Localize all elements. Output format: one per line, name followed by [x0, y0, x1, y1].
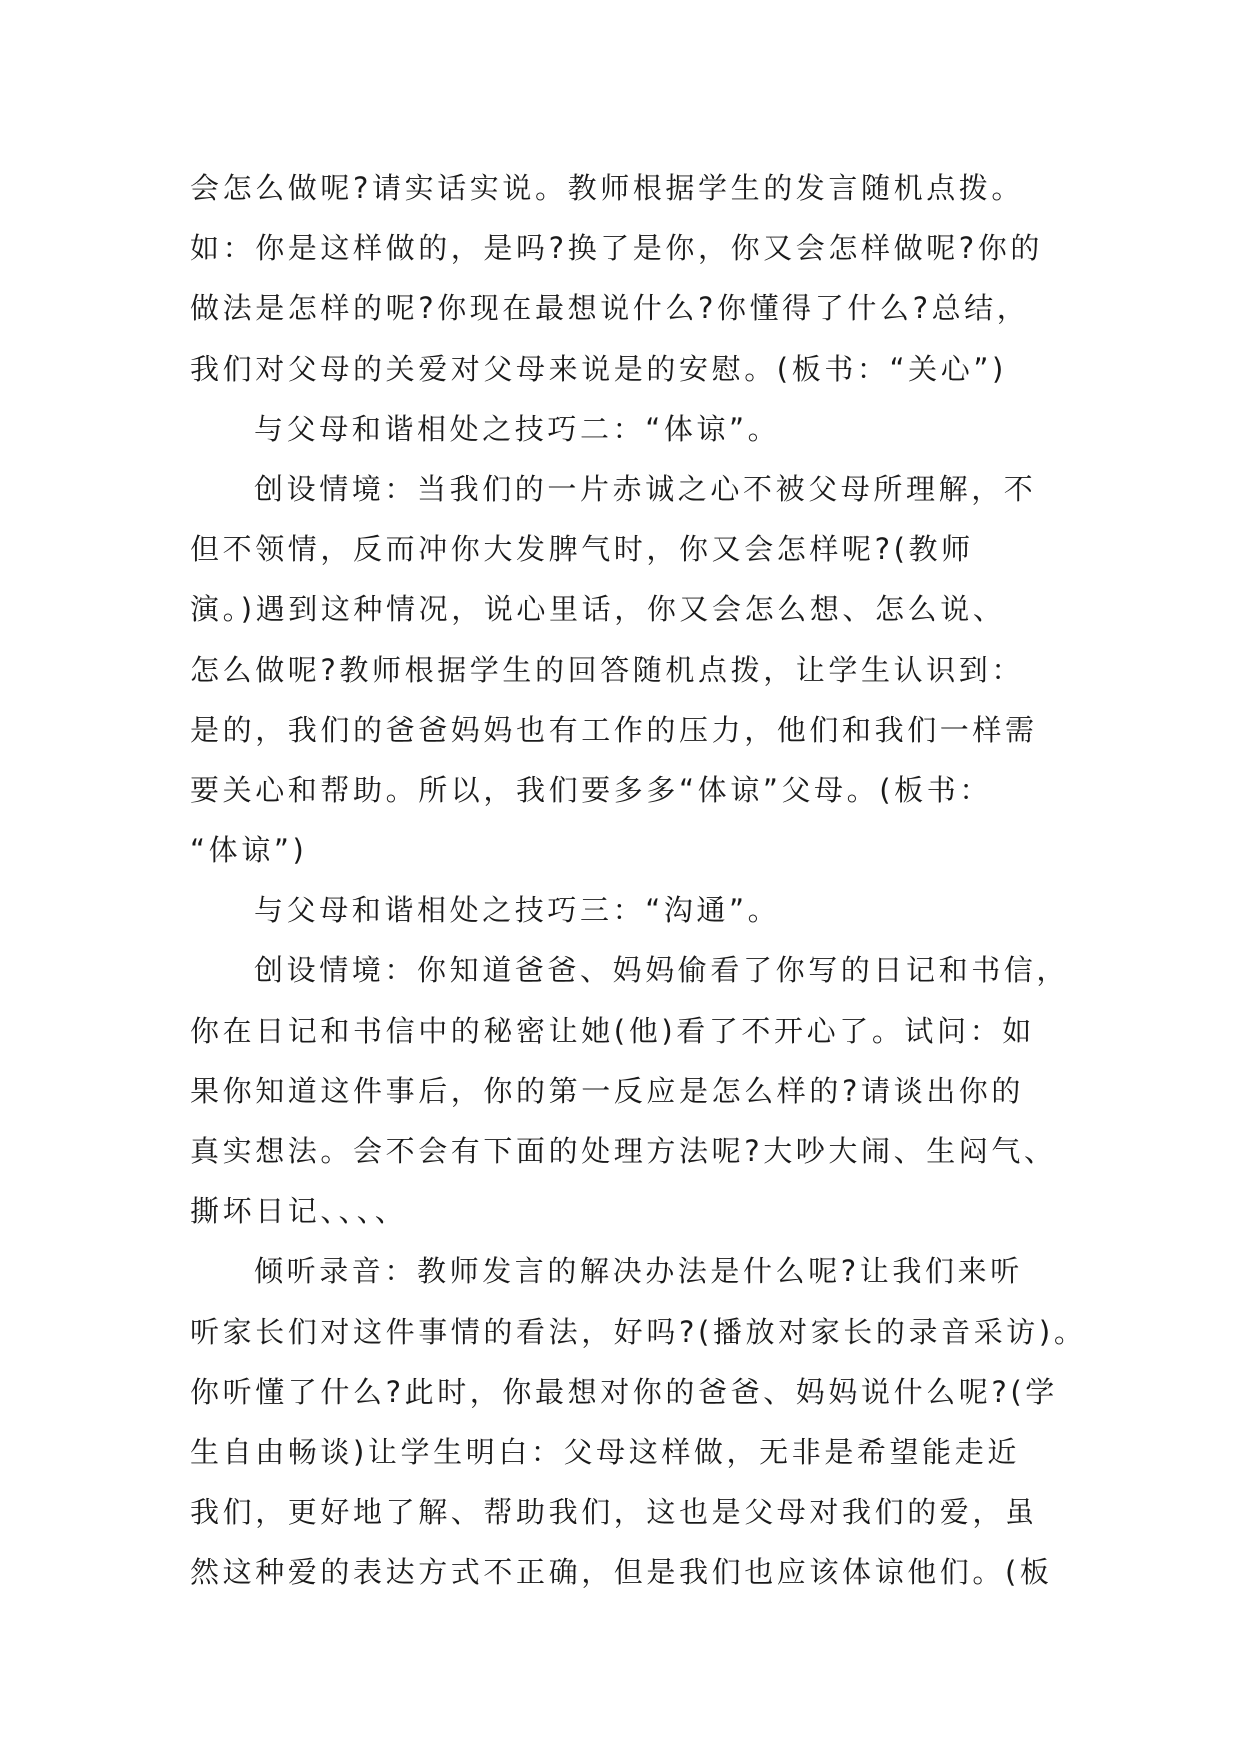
section-heading: 与父母和谐相处之技巧二：“体谅”。 — [254, 411, 781, 446]
text-line: 我们对父母的关爱对父母来说是的安慰。(板书：“关心”) — [190, 351, 1007, 386]
text-line: 会怎么做呢?请实话实说。教师根据学生的发言随机点拨。 — [190, 171, 1024, 205]
text-line: 怎么做呢?教师根据学生的回答随机点拨，让学生认识到： — [190, 652, 1024, 687]
text-line: 你听懂了什么?此时，你最想对你的爸爸、妈妈说什么呢?(学 — [190, 1374, 1058, 1409]
text-line: “体谅”) — [190, 833, 308, 868]
text-line: 真实想法。会不会有下面的处理方法呢?大吵大闹、生闷气、 — [190, 1134, 1057, 1168]
text-line: 要关心和帮助。所以，我们要多多“体谅”父母。(板书： — [190, 772, 992, 807]
text-line: 演。)遇到这种情况，说心里话，你又会怎么想、怎么说、 — [190, 592, 1006, 627]
text-line: 创设情境：当我们的一片赤诚之心不被父母所理解，不 — [254, 471, 1037, 506]
text-line: 倾听录音：教师发言的解决办法是什么呢?让我们来听 — [254, 1254, 1023, 1289]
text-line: 听家长们对这件事情的看法，好吗?(播放对家长的录音采访)。 — [190, 1314, 1087, 1349]
text-line: 做法是怎样的呢?你现在最想说什么?你懂得了什么?总结， — [190, 291, 1030, 326]
text-line: 我们，更好地了解、帮助我们，这也是父母对我们的爱，虽 — [190, 1495, 1038, 1530]
text-line: 你在日记和书信中的秘密让她(他)看了不开心了。试问：如 — [190, 1013, 1035, 1048]
section-heading: 与父母和谐相处之技巧三：“沟通”。 — [254, 893, 781, 928]
text-line: 创设情境：你知道爸爸、妈妈偷看了你写的日记和书信， — [254, 953, 1070, 988]
text-line: 如：你是这样做的，是吗?换了是你，你又会怎样做呢?你的 — [190, 231, 1043, 266]
text-line: 果你知道这件事后，你的第一反应是怎么样的?请谈出你的 — [190, 1073, 1024, 1108]
text-line: 但不领情，反而冲你大发脾气时，你又会怎样呢?(教师 — [190, 532, 974, 567]
text-line: 撕坏日记、、、、 — [190, 1194, 408, 1229]
document-body — [190, 158, 1087, 1603]
text-line: 生自由畅谈)让学生明白：父母这样做，无非是希望能走近 — [190, 1434, 1020, 1469]
text-line: 然这种爱的表达方式不正确，但是我们也应该体谅他们。(板 — [190, 1555, 1053, 1590]
text-line: 是的，我们的爸爸妈妈也有工作的压力，他们和我们一样需 — [190, 712, 1038, 747]
